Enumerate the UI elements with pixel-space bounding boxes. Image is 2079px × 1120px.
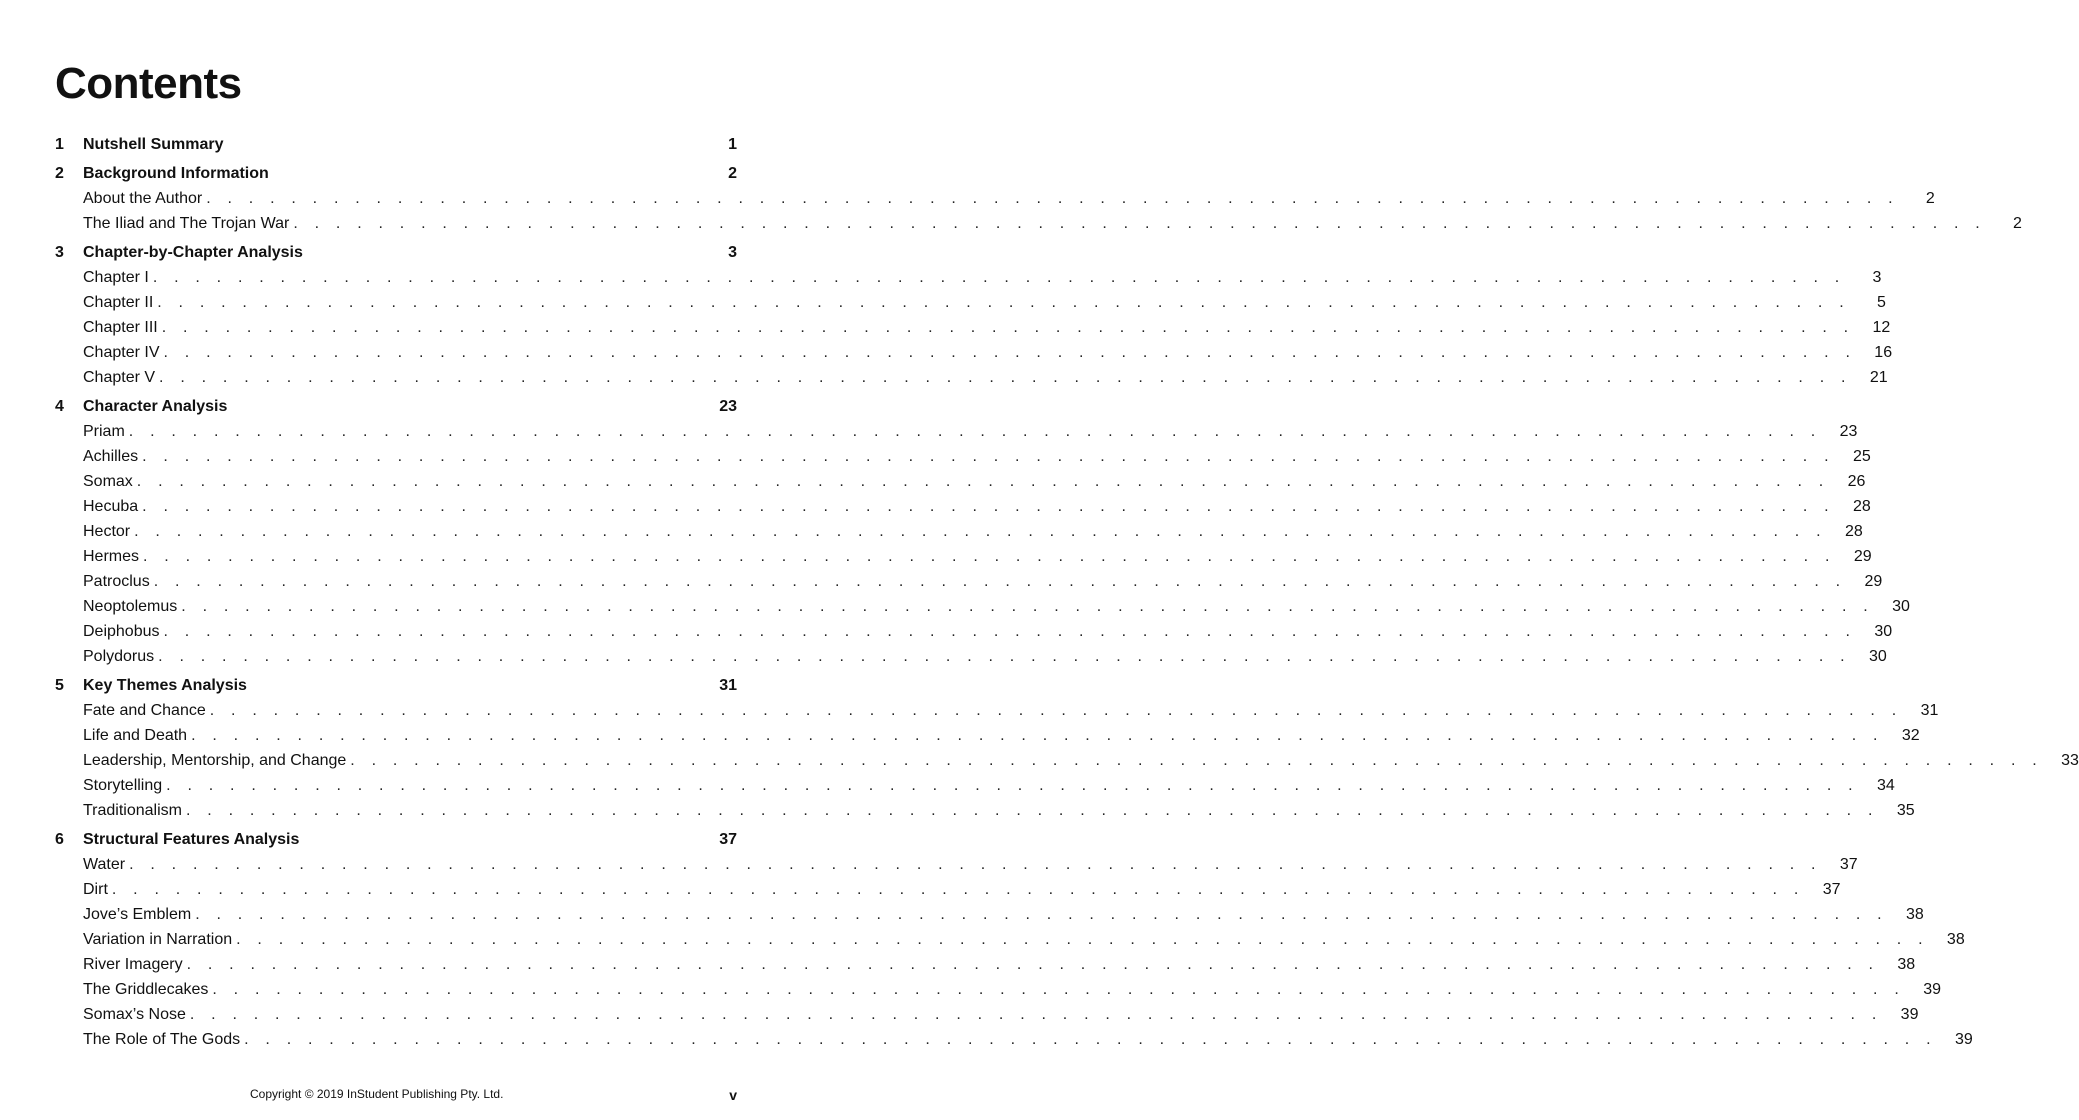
toc-entry-row[interactable] bbox=[55, 623, 1893, 648]
chapter-title: Nutshell Summary bbox=[83, 136, 224, 153]
dot-leader: . . . . . . . . . . . . . . . . . . . . . . . . . . . . . . . . . . . . . . . . . . . . . . . . . . . . . . . . . . . . . . . . . . . . . . . . . . . . . . . . bbox=[111, 881, 1805, 898]
entry-title: Neoptolemus bbox=[83, 598, 178, 615]
entry-title: Storytelling bbox=[83, 777, 163, 794]
entry-title: River Imagery bbox=[83, 956, 183, 973]
entry-page-number: 26 bbox=[1847, 473, 1866, 490]
entry-title: Fate and Chance bbox=[83, 702, 206, 719]
dot-leader: . . . . . . . . . . . . . . . . . . . . . . . . . . . . . . . . . . . . . . . . . . . . . . . . . . . . . . . . . . . . . . . . . . . . . . . . . . . . . . . . bbox=[244, 1031, 1937, 1048]
toc-entry-row[interactable] bbox=[55, 319, 1891, 344]
entry-page-number: 32 bbox=[1901, 727, 1920, 744]
toc-entry-row[interactable] bbox=[55, 702, 1939, 727]
entry-title: Priam bbox=[83, 423, 125, 440]
toc-entry-row[interactable] bbox=[55, 1031, 1973, 1056]
chapter-title: Character Analysis bbox=[83, 398, 228, 415]
entry-page-number: 29 bbox=[1853, 548, 1872, 565]
dot-leader: . . . . . . . . . . . . . . . . . . . . . . . . . . . . . . . . . . . . . . . . . . . . . . . . . . . . . . . . . . . . . . . . . . . . . . . . . . . . . . . . bbox=[186, 802, 1879, 819]
dot-leader: . . . . . . . . . . . . . . . . . . . . . . . . . . . . . . . . . . . . . . . . . . . . . . . . . . . . . . . . . . . . . . . . . . . . . . . . . . . . . . . . bbox=[159, 369, 1852, 386]
dot-leader: . . . . . . . . . . . . . . . . . . . . . . . . . . . . . . . . . . . . . . . . . . . . . . . . . . . . . . . . . . . . . . . . . . . . . . . . . . . . . . . . bbox=[143, 548, 1836, 565]
toc-entry-row[interactable] bbox=[55, 369, 1888, 394]
chapter-page-number: 3 bbox=[728, 244, 737, 261]
entry-title: Chapter III bbox=[83, 319, 158, 336]
entry-page-number: 16 bbox=[1874, 344, 1893, 361]
toc-entry-row[interactable] bbox=[55, 294, 1886, 319]
dot-leader: . . . . . . . . . . . . . . . . . . . . . . . . . . . . . . . . . . . . . . . . . . . . . . . . . . . . . . . . . . . . . . . . . . . . . . . . . . . . . . . . bbox=[195, 906, 1888, 923]
chapter-page-number: 23 bbox=[719, 398, 737, 415]
toc-entry-row[interactable] bbox=[55, 727, 1920, 752]
chapter-number: 2 bbox=[55, 165, 64, 182]
dot-leader: . . . . . . . . . . . . . . . . . . . . . . . . . . . . . . . . . . . . . . . . . . . . . . . . . . . . . . . . . . . . . . . . . . . . . . . . . . . . . . . . bbox=[209, 702, 1903, 719]
entry-title: Somax’s Nose bbox=[83, 1006, 186, 1023]
chapter-number: 4 bbox=[55, 398, 64, 415]
dot-leader: . . . . . . . . . . . . . . . . . . . . . . . . . . . . . . . . . . . . . . . . . . . . . . . . . . . . . . . . . . . . . . . . . . . . . . . . . . . . . . . . bbox=[161, 319, 1855, 336]
entry-page-number: 30 bbox=[1868, 648, 1887, 665]
chapter-title: Background Information bbox=[83, 165, 269, 182]
entry-title: Traditionalism bbox=[83, 802, 182, 819]
toc-chapter-row[interactable] bbox=[55, 398, 737, 423]
entry-title: Hector bbox=[83, 523, 131, 540]
entry-page-number: 39 bbox=[1954, 1031, 1973, 1048]
entry-title: Hermes bbox=[83, 548, 140, 565]
dot-leader: . . . . . . . . . . . . . . . . . . . . . . . . . . . . . . . . . . . . . . . . . . . . . . . . . . . . . . . . . . . . . . . . . . . . . . . . . . . . . . . . bbox=[350, 752, 2043, 769]
entry-page-number: 5 bbox=[1876, 294, 1886, 311]
toc-entry-row[interactable] bbox=[55, 906, 1924, 931]
chapter-title: Structural Features Analysis bbox=[83, 831, 300, 848]
entry-page-number: 2 bbox=[2013, 215, 2022, 232]
chapter-page-number: 1 bbox=[728, 136, 737, 153]
dot-leader: . . . . . . . . . . . . . . . . . . . . . . . . . . . . . . . . . . . . . . . . . . . . . . . . . . . . . . . . . . . . . . . . . . . . . . . . . . . . . . . . bbox=[189, 1006, 1883, 1023]
page-number: v bbox=[729, 1087, 737, 1103]
toc-entry-row[interactable] bbox=[55, 648, 1887, 673]
toc-entry-row[interactable] bbox=[55, 598, 1910, 623]
entry-title: The Role of The Gods bbox=[83, 1031, 241, 1048]
entry-page-number: 38 bbox=[1897, 956, 1916, 973]
entry-page-number: 28 bbox=[1852, 498, 1871, 515]
dot-leader: . . . . . . . . . . . . . . . . . . . . . . . . . . . . . . . . . . . . . . . . . . . . . . . . . . . . . . . . . . . . . . . . . . . . . . . . . . . . . . . . bbox=[212, 981, 1905, 998]
entry-title: Leadership, Mentorship, and Change bbox=[83, 752, 347, 769]
entry-title: Water bbox=[83, 856, 126, 873]
entry-title: Hecuba bbox=[83, 498, 139, 515]
toc-entry-row[interactable] bbox=[55, 523, 1863, 548]
entry-title: Polydorus bbox=[83, 648, 155, 665]
chapter-number: 1 bbox=[55, 136, 64, 153]
toc-entry-row[interactable] bbox=[55, 215, 2022, 240]
dot-leader: . . . . . . . . . . . . . . . . . . . . . . . . . . . . . . . . . . . . . . . . . . . . . . . . . . . . . . . . . . . . . . . . . . . . . . . . . . . . . . . . bbox=[293, 215, 1986, 232]
dot-leader: . . . . . . . . . . . . . . . . . . . . . . . . . . . . . . . . . . . . . . . . . . . . . . . . . . . . . . . . . . . . . . . . . . . . . . . . . . . . . . . . bbox=[142, 448, 1835, 465]
dot-leader: . . . . . . . . . . . . . . . . . . . . . . . . . . . . . . . . . . . . . . . . . . . . . . . . . . . . . . . . . . . . . . . . . . . . . . . . . . . . . . . . bbox=[153, 573, 1847, 590]
toc-entry-row[interactable] bbox=[55, 573, 1883, 598]
dot-leader: . . . . . . . . . . . . . . . . . . . . . . . . . . . . . . . . . . . . . . . . . . . . . . . . . . . . . . . . . . . . . . . . . . . . . . . . . . . . . . . . bbox=[163, 623, 1857, 640]
page-title: Contents bbox=[55, 59, 242, 108]
toc-entry-row[interactable] bbox=[55, 190, 1935, 215]
entry-page-number: 2 bbox=[1925, 190, 1935, 207]
toc-chapter-row[interactable] bbox=[55, 831, 737, 856]
toc-entry-row[interactable] bbox=[55, 423, 1858, 448]
toc-entry-row[interactable] bbox=[55, 881, 1841, 906]
entry-page-number: 39 bbox=[1923, 981, 1941, 998]
entry-page-number: 39 bbox=[1900, 1006, 1919, 1023]
entry-title: Chapter II bbox=[83, 294, 154, 311]
chapter-number: 6 bbox=[55, 831, 64, 848]
table-of-contents bbox=[55, 136, 2079, 1056]
dot-leader: . . . . . . . . . . . . . . . . . . . . . . . . . . . . . . . . . . . . . . . . . . . . . . . . . . . . . . . . . . . . . . . . . . . . . . . . . . . . . . . . bbox=[134, 523, 1827, 540]
toc-entry-row[interactable] bbox=[55, 498, 1871, 523]
entry-page-number: 37 bbox=[1839, 856, 1858, 873]
entry-page-number: 23 bbox=[1839, 423, 1858, 440]
entry-page-number: 38 bbox=[1906, 906, 1924, 923]
toc-entry-row[interactable] bbox=[55, 473, 1866, 498]
chapter-page-number: 37 bbox=[719, 831, 737, 848]
entry-page-number: 38 bbox=[1946, 931, 1965, 948]
entry-title: About the Author bbox=[83, 190, 203, 207]
toc-entry-row[interactable] bbox=[55, 269, 1882, 294]
toc-chapter-row[interactable] bbox=[55, 244, 737, 269]
toc-entry-row[interactable] bbox=[55, 956, 1916, 981]
entry-page-number: 34 bbox=[1876, 777, 1895, 794]
entry-page-number: 3 bbox=[1872, 269, 1882, 286]
toc-entry-row[interactable] bbox=[55, 777, 1895, 802]
toc-chapter-row[interactable] bbox=[55, 677, 737, 702]
dot-leader: . . . . . . . . . . . . . . . . . . . . . . . . . . . . . . . . . . . . . . . . . . . . . . . . . . . . . . . . . . . . . . . . . . . . . . . . . . . . . . . . bbox=[128, 423, 1822, 440]
entry-page-number: 29 bbox=[1864, 573, 1883, 590]
entry-page-number: 12 bbox=[1872, 319, 1891, 336]
entry-title: Chapter I bbox=[83, 269, 149, 286]
entry-title: The Griddlecakes bbox=[83, 981, 209, 998]
toc-entry-row[interactable] bbox=[55, 856, 1858, 881]
entry-title: Life and Death bbox=[83, 727, 188, 744]
entry-title: Variation in Narration bbox=[83, 931, 233, 948]
chapter-title: Key Themes Analysis bbox=[83, 677, 247, 694]
entry-page-number: 30 bbox=[1892, 598, 1910, 615]
chapter-page-number: 2 bbox=[728, 165, 737, 182]
entry-page-number: 35 bbox=[1896, 802, 1915, 819]
toc-chapter-row[interactable] bbox=[55, 165, 737, 190]
dot-leader: . . . . . . . . . . . . . . . . . . . . . . . . . . . . . . . . . . . . . . . . . . . . . . . . . . . . . . . . . . . . . . . . . . . . . . . . . . . . . . . . bbox=[142, 498, 1835, 515]
entry-title: Chapter V bbox=[83, 369, 156, 386]
toc-entry-row[interactable] bbox=[55, 752, 2079, 777]
dot-leader: . . . . . . . . . . . . . . . . . . . . . . . . . . . . . . . . . . . . . . . . . . . . . . . . . . . . . . . . . . . . . . . . . . . . . . . . . . . . . . . . bbox=[206, 190, 1899, 207]
entry-title: The Iliad and The Trojan War bbox=[83, 215, 290, 232]
dot-leader: . . . . . . . . . . . . . . . . . . . . . . . . . . . . . . . . . . . . . . . . . . . . . . . . . . . . . . . . . . . . . . . . . . . . . . . . . . . . . . . . bbox=[158, 648, 1851, 665]
entry-page-number: 31 bbox=[1920, 702, 1939, 719]
entry-title: Somax bbox=[83, 473, 133, 490]
entry-title: Patroclus bbox=[83, 573, 150, 590]
toc-entry-row[interactable] bbox=[55, 931, 1965, 956]
entry-page-number: 33 bbox=[2061, 752, 2079, 769]
entry-page-number: 28 bbox=[1844, 523, 1863, 540]
dot-leader: . . . . . . . . . . . . . . . . . . . . . . . . . . . . . . . . . . . . . . . . . . . . . . . . . . . . . . . . . . . . . . . . . . . . . . . . . . . . . . . . bbox=[191, 727, 1884, 744]
entry-title: Chapter IV bbox=[83, 344, 160, 361]
entry-page-number: 21 bbox=[1869, 369, 1888, 386]
dot-leader: . . . . . . . . . . . . . . . . . . . . . . . . . . . . . . . . . . . . . . . . . . . . . . . . . . . . . . . . . . . . . . . . . . . . . . . . . . . . . . . . bbox=[236, 931, 1929, 948]
entry-title: Achilles bbox=[83, 448, 139, 465]
dot-leader: . . . . . . . . . . . . . . . . . . . . . . . . . . . . . . . . . . . . . . . . . . . . . . . . . . . . . . . . . . . . . . . . . . . . . . . . . . . . . . . . bbox=[181, 598, 1874, 615]
dot-leader: . . . . . . . . . . . . . . . . . . . . . . . . . . . . . . . . . . . . . . . . . . . . . . . . . . . . . . . . . . . . . . . . . . . . . . . . . . . . . . . . bbox=[129, 856, 1822, 873]
toc-entry-row[interactable] bbox=[55, 981, 1941, 1006]
chapter-page-number: 31 bbox=[719, 677, 737, 694]
toc-entry-row[interactable] bbox=[55, 448, 1871, 473]
chapter-title: Chapter-by-Chapter Analysis bbox=[83, 244, 303, 261]
entry-title: Deiphobus bbox=[83, 623, 160, 640]
dot-leader: . . . . . . . . . . . . . . . . . . . . . . . . . . . . . . . . . . . . . . . . . . . . . . . . . . . . . . . . . . . . . . . . . . . . . . . . . . . . . . . . bbox=[152, 269, 1846, 286]
copyright-notice: Copyright © 2019 InStudent Publishing Pty. Ltd. bbox=[250, 1087, 504, 1101]
entry-page-number: 37 bbox=[1822, 881, 1841, 898]
entry-title: Jove’s Emblem bbox=[83, 906, 192, 923]
entry-page-number: 30 bbox=[1874, 623, 1893, 640]
toc-entry-row[interactable] bbox=[55, 344, 1893, 369]
chapter-number: 3 bbox=[55, 244, 64, 261]
chapter-number: 5 bbox=[55, 677, 64, 694]
toc-chapter-row[interactable] bbox=[55, 136, 737, 161]
toc-entry-row[interactable] bbox=[55, 548, 1872, 573]
entry-page-number: 25 bbox=[1852, 448, 1871, 465]
toc-entry-row[interactable] bbox=[55, 1006, 1919, 1031]
dot-leader: . . . . . . . . . . . . . . . . . . . . . . . . . . . . . . . . . . . . . . . . . . . . . . . . . . . . . . . . . . . . . . . . . . . . . . . . . . . . . . . . bbox=[136, 473, 1830, 490]
dot-leader: . . . . . . . . . . . . . . . . . . . . . . . . . . . . . . . . . . . . . . . . . . . . . . . . . . . . . . . . . . . . . . . . . . . . . . . . . . . . . . . . bbox=[163, 344, 1857, 361]
dot-leader: . . . . . . . . . . . . . . . . . . . . . . . . . . . . . . . . . . . . . . . . . . . . . . . . . . . . . . . . . . . . . . . . . . . . . . . . . . . . . . . . bbox=[157, 294, 1850, 311]
entry-title: Dirt bbox=[83, 881, 108, 898]
dot-leader: . . . . . . . . . . . . . . . . . . . . . . . . . . . . . . . . . . . . . . . . . . . . . . . . . . . . . . . . . . . . . . . . . . . . . . . . . . . . . . . . bbox=[186, 956, 1880, 973]
dot-leader: . . . . . . . . . . . . . . . . . . . . . . . . . . . . . . . . . . . . . . . . . . . . . . . . . . . . . . . . . . . . . . . . . . . . . . . . . . . . . . . . bbox=[166, 777, 1859, 794]
toc-entry-row[interactable] bbox=[55, 802, 1915, 827]
